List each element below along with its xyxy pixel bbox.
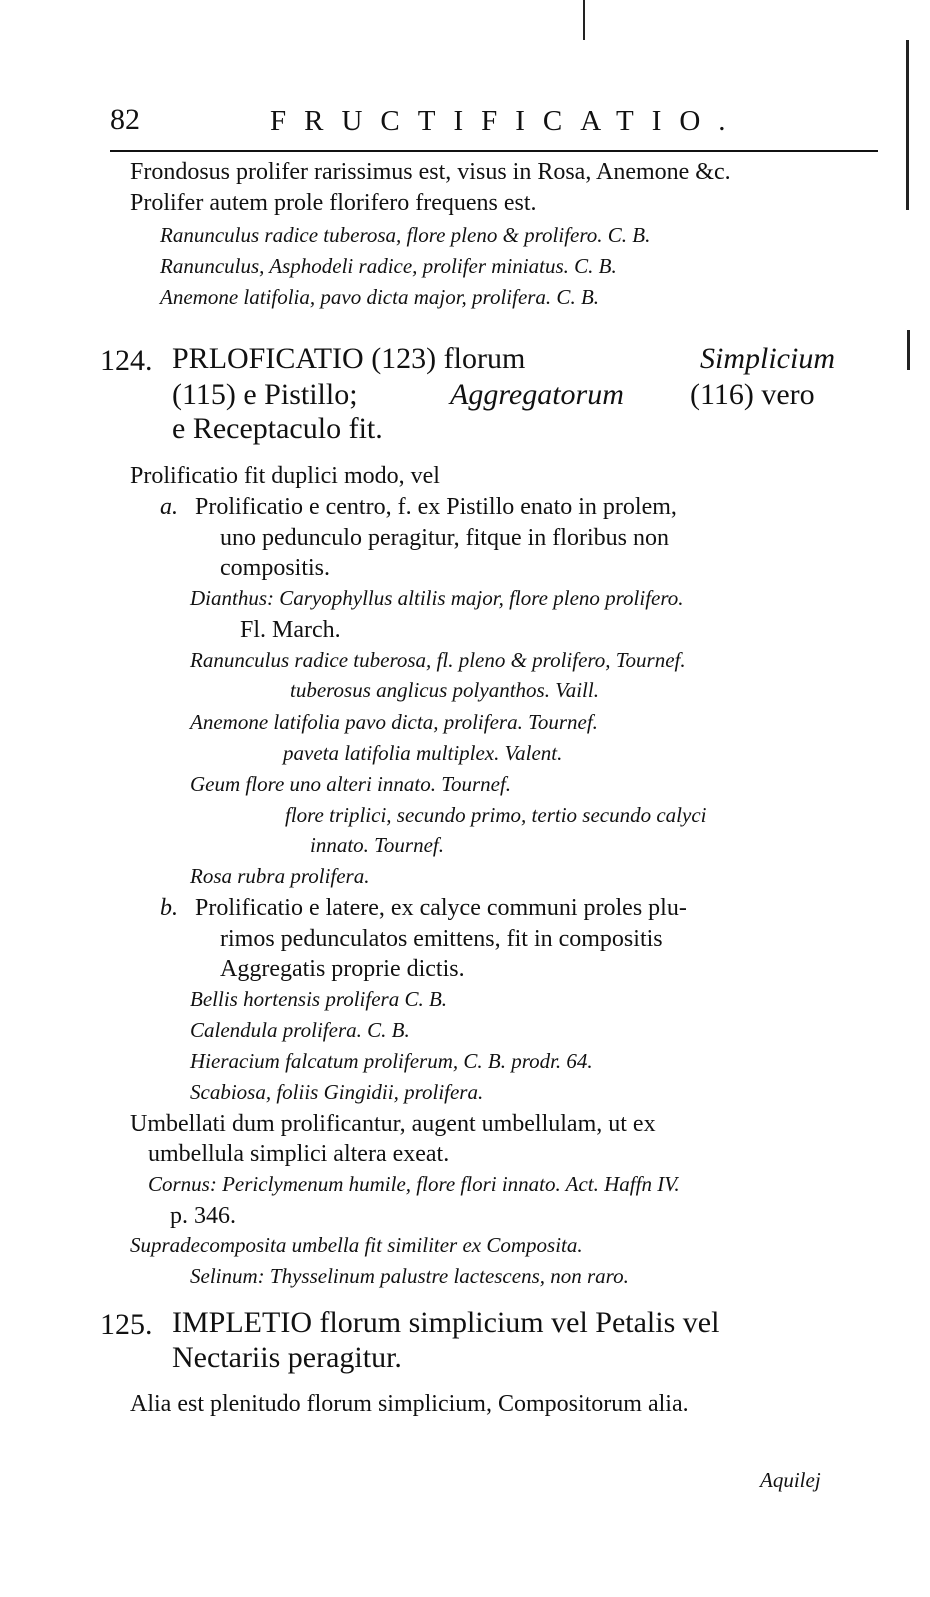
- text-line: Prolificatio fit duplici modo, vel: [130, 463, 440, 489]
- text-line: Prolificatio e latere, ex calyce communi proles plu-: [195, 895, 687, 921]
- text-line: Ranunculus radice tuberosa, flore pleno & prolifero. C. B.: [160, 223, 651, 247]
- section-heading: e Receptaculo fit.: [172, 412, 383, 445]
- text-line: Cornus: Periclymenum humile, flore flori innato. Act. Haffn IV.: [148, 1172, 680, 1196]
- text-line: Prolificatio e centro, f. ex Pistillo enato in prolem,: [195, 494, 677, 520]
- scan-edge-mark: [906, 40, 909, 210]
- text-line: Hieracium falcatum proliferum, C. B. prodr. 64.: [190, 1049, 593, 1073]
- text-line: innato. Tournef.: [310, 833, 444, 857]
- text-line: Bellis hortensis prolifera C. B.: [190, 987, 448, 1011]
- text-line: Ranunculus radice tuberosa, fl. pleno & prolifero, Tournef.: [190, 648, 686, 672]
- text-line: rimos pedunculatos emittens, fit in compositis: [220, 926, 663, 952]
- text-line: Alia est plenitudo florum simplicium, Compositorum alia.: [130, 1391, 689, 1417]
- section-number: 124.: [100, 344, 153, 377]
- section-number: 125.: [100, 1308, 153, 1341]
- catchword: Aquilej: [760, 1468, 821, 1492]
- text-line: Selinum: Thysselinum palustre lactescens, non raro.: [190, 1264, 629, 1288]
- section-heading: (115) e Pistillo;: [172, 378, 358, 411]
- list-marker: a.: [160, 494, 178, 520]
- text-line: Umbellati dum prolificantur, augent umbellulam, ut ex: [130, 1111, 656, 1137]
- section-heading: IMPLETIO florum simplicium vel Petalis vel: [172, 1306, 720, 1339]
- text-line: Anemone latifolia pavo dicta, prolifera. Tournef.: [190, 710, 598, 734]
- page-number: 82: [110, 103, 140, 136]
- text-line: Aggregatis proprie dictis.: [220, 956, 465, 982]
- text-line: compositis.: [220, 555, 331, 581]
- text-line: Supradecomposita umbella fit similiter ex Composita.: [130, 1233, 583, 1257]
- header-rule: [110, 150, 878, 152]
- text-line: Ranunculus, Asphodeli radice, prolifer miniatus. C. B.: [160, 254, 617, 278]
- text-line: Scabiosa, foliis Gingidii, prolifera.: [190, 1080, 484, 1104]
- text-line: Frondosus prolifer rarissimus est, visus in Rosa, Anemone &c.: [130, 159, 731, 185]
- text-line: tuberosus anglicus polyanthos. Vaill.: [290, 678, 599, 702]
- text-line: Prolifer autem prole florifero frequens est.: [130, 190, 537, 216]
- text-line: Fl. March.: [240, 617, 341, 643]
- text-line: flore triplici, secundo primo, tertio secundo calyci: [285, 803, 707, 827]
- section-heading: Nectariis peragitur.: [172, 1341, 402, 1374]
- running-title: FRUCTIFICATIO.: [270, 105, 744, 137]
- text-line: paveta latifolia multiplex. Valent.: [283, 741, 563, 765]
- scan-edge-mark: [907, 330, 910, 370]
- text-line: Rosa rubra prolifera.: [190, 864, 370, 888]
- section-heading: PRLOFICATIO (123) florum: [172, 342, 526, 375]
- section-heading: (116) vero: [690, 378, 815, 411]
- text-line: Anemone latifolia, pavo dicta major, prolifera. C. B.: [160, 285, 600, 309]
- section-heading: Aggregatorum: [450, 378, 624, 411]
- text-line: p. 346.: [170, 1203, 236, 1229]
- section-heading: Simplicium: [700, 342, 835, 375]
- scan-edge-mark: [583, 0, 585, 40]
- text-line: Dianthus: Caryophyllus altilis major, flore pleno prolifero.: [190, 586, 684, 610]
- list-marker: b.: [160, 895, 178, 921]
- text-line: umbellula simplici altera exeat.: [148, 1141, 450, 1167]
- text-line: Geum flore uno alteri innato. Tournef.: [190, 772, 512, 796]
- text-line: Calendula prolifera. C. B.: [190, 1018, 410, 1042]
- text-line: uno pedunculo peragitur, fitque in floribus non: [220, 525, 669, 551]
